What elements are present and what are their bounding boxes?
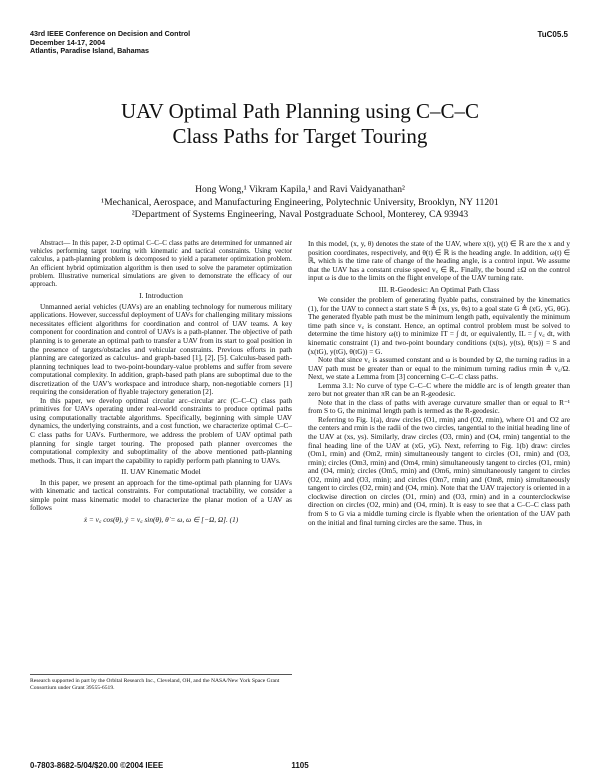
author-names: Hong Wong,¹ Vikram Kapila,¹ and Ravi Vaidyanathan² [195,184,405,195]
section-heading-r-geodesic: III. R-Geodesic: An Optimal Path Class [378,284,500,294]
isbn-copyright: 0-7803-8682-5/04/$20.00 ©2004 IEEE [30,761,164,770]
equation-1: ẋ = v꜀ cos(θ), ẏ = v꜀ sin(θ), θ̇ = ω, ω ∈ [−Ω, Ω]. (1) [83,514,239,524]
conference-header [30,30,190,56]
title-line-2: Class Paths for Target Touring [172,124,428,148]
session-code: TuC05.5 [537,30,568,39]
page-number: 1105 [291,761,309,770]
section-heading-kinematic-model: II. UAV Kinematic Model [121,467,201,477]
author-block [0,184,600,222]
conference-dates: December 14-17, 2004 [30,37,106,47]
affiliation-1: ¹Mechanical, Aerospace, and Manufacturing Engineering, Polytechnic University, Brooklyn, NY 11201 [101,196,499,208]
footnote: Research supported in part by the Orbital Research Inc., Cleveland, OH, and the NASA/New York Space Grant Consortium under Grant 39555-6519. [30,674,292,692]
left-column [30,240,292,527]
affiliation-2: ²Department of Systems Engineering, Naval Postgraduate School, Monterey, CA 93943 [131,209,469,220]
right-column [308,240,570,527]
geodesic-paragraph-3: Note that in the class of paths with average curvature smaller than or equal to R⁻¹ from S to G, the minimal length path is termed as the R-geodesic. [308,397,570,416]
paper-title [0,99,600,149]
kinematic-paragraph: In this paper, we present an approach for the time-optimal path planning for UAVs with kinematic and tactical constraints. For computational tractability, we consider a simple point mass kinematic model to characterize the planar motion of a UAV as follows [30,477,292,513]
model-paragraph: In this model, (x, y, θ) denotes the state of the UAV, where x(t), y(t) ∈ ℝ are the x and y position coordinates, respectively, and θ(t) ∈ ℝ is the heading angle. In addition, ω(t) ∈ ℝ, which is the time rate of change of the heading angle, is a control input. We assume that the UAV has a constant cruise speed v꜀ ∈ ℝ₊. Finally, the bound ±Ω on the control input ω is due to the limits on the flight envelope of the UAV turning rate. [308,239,570,283]
conference-name: 43rd IEEE Conference on Decision and Control [30,29,191,38]
intro-paragraph-2: In this paper, we develop optimal circular arc–circular arc (C–C–C) class path primitives for UAVs operating under real-world constraints to produce optimal paths using computationally tractable algorithms. Specifically, beginning with simple UAV dynamics, the underlying constraints, and a cost function, we characterize optimal C–C–C class paths for UAVs. Furthermore, we address the problem of UAV optimal path planning for single target touring. The proposed path planner overcomes the computational complexity and suboptimality of the above mentioned path-planning methods. Thus, it can impart the capability to rapidly perform path planning to UAVs. [30,395,292,465]
conference-location: Atlantis, Paradise Island, Bahamas [30,46,150,56]
title-line-1: UAV Optimal Path Planning using C–C–C [120,99,479,123]
abstract: Abstract— In this paper, 2-D optimal C–C–C class paths are determined for unmanned air vehicles performing target touring with kinematic and tactical constraints. Using vector calculus, a path-planning problem is decomposed to yield a parameter optimization problem. An efficient hybrid optimization algorithm is then used to solve the parameter optimization problem. Illustrative numerical simulations are given to demonstrate the efficacy of our approach. [30,240,292,289]
section-heading-introduction: I. Introduction [139,291,183,301]
geodesic-paragraph-1: We consider the problem of generating flyable paths, constrained by the kinematics (1), for the UAV to connect a start state S ≜ (xs, ys, θs) to a goal state G ≜ (xG, yG, θG). The generated flyable path must be the minimum length path, equivalently the minimum time path since v꜀ is constant. Hence, an optimal control problem must be solved to determine the time history ω(t) to minimize IT = ∫ dt, or equivalently, IL = ∫ v꜀ dt, with kinematic constraint (1) and two-point boundary conditions (x(ts), y(ts), θ(ts)) = S and (x(tG), y(tG), θ(tG)) = G. [308,295,570,356]
intro-paragraph-1: Unmanned aerial vehicles (UAVs) are an enabling technology for numerous military applications. However, successful deployment of UAVs for challenging military missions necessitates efficient algorithms for coordination and control of UAV teams. A key component for coordination and control of UAVs is a path-planner. The objective of path planning is to generate an optimal path to transfer a UAV from its start to goal position in the presence of targets/obstacles and vehicular constraints. Previous efforts in path planning are categorized as calculus- and graph-based [1], [2], [5]. Calculus-based path-planning techniques lead to two-point-boundary-value problems and suffer from severe computational complexity. In addition, graph-based path plans are suboptimal due to the discretization of the UAV's workspace and introduce sharp, non-negotiable corners [1] requiring the consideration of flyable trajectory generation [2]. [30,301,292,397]
lemma-3-1: Lemma 3.1: No curve of type C–C–C where the middle arc is of length greater than zero but not greater than πR can be an R-geodesic. [308,380,570,399]
geodesic-paragraph-4: Referring to Fig. 1(a), draw circles (O1, rmin) and (O2, rmin), where O1 and O2 are the centers and rmin is the radii of the two circles, tangential to the initial heading line of the UAV at (xs, ys). Similarly, draw circles (O3, rmin) and (O4, rmin) tangential to the final heading line of the UAV at (xG, yG). Next, referring to Fig. 1(b) draw: circles (Om1, rmin) and (Om2, rmin) simultaneously tangent to circles (O1, rmin) and (O3, rmin); circles (Om3, rmin) and (Om4, rmin) simultaneously tangent to circles (O1, rmin) and (O4, rmin); circles (Om5, rmin) and (Om6, rmin) simultaneously tangent to circles (O2, rmin) and (O3, rmin); and circles (Om7, rmin) and (Om8, rmin) simultaneously tangent to circles (O2, rmin) and (O4, rmin). Note that the UAV trajectory is oriented in a clockwise direction on circles (O1, rmin) and (O3, rmin) and in a counterclockwise direction on circles (O2, rmin) and (O4, rmin). It is easy to see that a C–C–C class path from S to G via a middle turning circle is flyable when the orientation of the UAV path on the initial and final turning circles are the same. Thus, in [308,414,570,527]
geodesic-paragraph-2: Note that since v꜀ is assumed constant and ω is bounded by Ω, the turning radius in a UAV path must be greater than or equal to the minimum turning radius rmin ≜ v꜀/Ω. Next, we state a Lemma from [3] concerning C–C–C class paths. [308,355,570,382]
